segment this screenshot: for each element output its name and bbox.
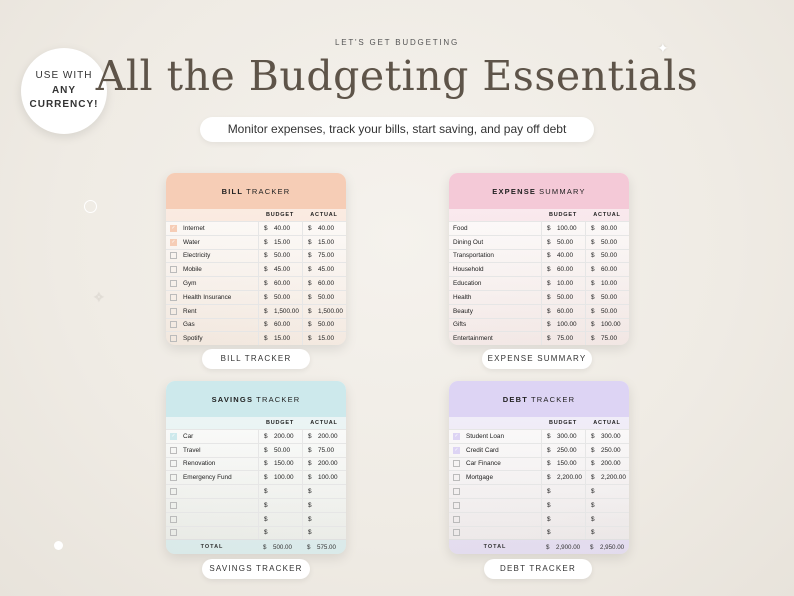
table-row — [449, 221, 629, 235]
row-budget-value: 40.00 — [557, 252, 573, 260]
row-actual-value: 60.00 — [318, 280, 334, 288]
currency-symbol: $ — [308, 474, 312, 482]
currency-symbol: $ — [308, 321, 312, 329]
currency-symbol: $ — [308, 252, 312, 260]
table-row — [166, 443, 346, 457]
currency-symbol: $ — [547, 460, 551, 468]
card-title-rest: TRACKER — [256, 394, 301, 404]
currency-symbol: $ — [591, 515, 595, 523]
row-label: Dining Out — [453, 238, 484, 246]
row-budget-value: 50.00 — [557, 238, 573, 246]
currency-symbol: $ — [591, 460, 595, 468]
row-actual-value: 200.00 — [318, 460, 338, 468]
row-budget-value: 40.00 — [274, 224, 290, 232]
row-checkbox[interactable] — [453, 502, 460, 509]
currency-symbol: $ — [308, 501, 312, 509]
currency-symbol: $ — [591, 501, 595, 509]
currency-symbol: $ — [308, 515, 312, 523]
row-checkbox[interactable] — [170, 321, 177, 328]
badge-line-3: CURRENCY! — [29, 99, 99, 111]
currency-symbol: $ — [547, 529, 551, 537]
row-actual-value: 50.00 — [601, 293, 617, 301]
row-actual-value: 2,200.00 — [601, 474, 626, 482]
row-checkbox[interactable] — [170, 294, 177, 301]
currency-symbol: $ — [308, 293, 312, 301]
row-actual-value: 100.00 — [318, 474, 338, 482]
currency-symbol: $ — [264, 321, 268, 329]
row-budget-value: 300.00 — [557, 432, 577, 440]
currency-symbol: $ — [264, 293, 268, 301]
row-checkbox[interactable]: ✓ — [171, 238, 176, 245]
currency-symbol: $ — [591, 432, 595, 440]
card-header — [166, 173, 346, 209]
row-label: Health Insurance — [183, 293, 232, 301]
row-label: Transportation — [453, 252, 494, 260]
table-row — [166, 429, 346, 443]
card-title-bold: BILL — [221, 186, 244, 196]
total-row: TOTAL $ 500.00 $ 575.00 — [166, 539, 346, 554]
table-row — [166, 318, 346, 332]
card-title-rest: TRACKER — [246, 186, 291, 196]
table-rows — [449, 221, 629, 345]
currency-symbol: $ — [308, 335, 312, 343]
currency-symbol: $ — [591, 293, 595, 301]
card-title-bold: SAVINGS — [211, 394, 254, 404]
row-checkbox[interactable]: ✓ — [454, 446, 459, 453]
row-checkbox[interactable] — [170, 516, 177, 523]
table-row — [449, 249, 629, 263]
savings-tracker-pill: SAVINGS TRACKER — [202, 559, 310, 579]
row-budget-value: 150.00 — [274, 460, 294, 468]
total-label: TOTAL — [200, 544, 224, 551]
row-checkbox[interactable] — [170, 252, 177, 259]
debt-tracker-card — [449, 381, 629, 554]
row-label: Car — [183, 432, 194, 440]
row-actual-value: 300.00 — [601, 432, 621, 440]
column-headers — [449, 209, 629, 221]
currency-symbol: $ — [547, 293, 551, 301]
currency-symbol: $ — [308, 266, 312, 274]
row-checkbox[interactable] — [170, 280, 177, 287]
currency-symbol: $ — [308, 488, 312, 496]
row-checkbox[interactable] — [453, 474, 460, 481]
row-label: Renovation — [183, 460, 216, 468]
row-budget-value: 100.00 — [557, 321, 577, 329]
row-budget-value: 75.00 — [557, 335, 573, 343]
currency-symbol: $ — [591, 307, 595, 315]
row-budget-value: 250.00 — [557, 446, 577, 454]
currency-symbol: $ — [264, 460, 268, 468]
row-actual-value: 75.00 — [318, 252, 334, 260]
currency-symbol: $ — [308, 307, 312, 315]
row-checkbox[interactable] — [170, 266, 177, 273]
row-actual-value: 40.00 — [318, 224, 334, 232]
currency-symbol: $ — [591, 224, 595, 232]
row-actual-value: 50.00 — [601, 252, 617, 260]
row-checkbox[interactable] — [453, 488, 460, 495]
card-header — [166, 381, 346, 417]
row-checkbox[interactable] — [170, 335, 177, 342]
table-row — [449, 484, 629, 498]
column-headers — [166, 209, 346, 221]
row-label: Mobile — [183, 266, 202, 274]
budget-column-header: BUDGET — [548, 212, 578, 218]
sparkle-icon: ✦ — [657, 40, 669, 56]
table-row — [449, 526, 629, 540]
bill-tracker-card — [166, 173, 346, 345]
actual-column-header: ACTUAL — [310, 212, 338, 218]
row-budget-value: 15.00 — [274, 335, 290, 343]
currency-symbol: $ — [264, 307, 268, 315]
row-actual-value: 200.00 — [318, 432, 338, 440]
currency-symbol: $ — [264, 280, 268, 288]
total-row: TOTAL $ 2,900.00 $ 2,950.00 — [449, 539, 629, 554]
table-row — [449, 470, 629, 484]
total-actual: 2,950.00 — [600, 543, 625, 551]
row-actual-value: 250.00 — [601, 446, 621, 454]
row-actual-value: 50.00 — [601, 238, 617, 246]
row-budget-value: 60.00 — [557, 266, 573, 274]
currency-symbol: $ — [547, 432, 551, 440]
row-actual-value: 15.00 — [318, 238, 334, 246]
row-label: Internet — [183, 224, 205, 232]
row-budget-value: 50.00 — [274, 293, 290, 301]
currency-symbol: $ — [591, 474, 595, 482]
row-label: Health — [453, 293, 472, 301]
currency-symbol: $ — [547, 224, 551, 232]
currency-symbol: $ — [308, 460, 312, 468]
table-row — [449, 235, 629, 249]
row-actual-value: 1,500.00 — [318, 307, 343, 315]
badge-line-1: USE WITH — [35, 70, 93, 82]
row-budget-value: 1,500.00 — [274, 307, 299, 315]
currency-symbol: $ — [264, 501, 268, 509]
currency-symbol: $ — [547, 488, 551, 496]
currency-symbol: $ — [264, 224, 268, 232]
total-actual: 575.00 — [317, 543, 336, 551]
currency-symbol: $ — [264, 266, 268, 274]
table-row — [166, 290, 346, 304]
row-checkbox[interactable] — [170, 502, 177, 509]
table-row — [449, 429, 629, 443]
currency-symbol: $ — [547, 515, 551, 523]
row-budget-value: 200.00 — [274, 432, 294, 440]
badge-line-2: ANY — [51, 84, 77, 96]
currency-symbol: $ — [591, 238, 595, 246]
currency-symbol: $ — [591, 529, 595, 537]
currency-symbol: $ — [591, 252, 595, 260]
expense-summary-card — [449, 173, 629, 345]
row-label: Food — [453, 224, 468, 232]
row-label: Car Finance — [466, 460, 501, 468]
row-checkbox[interactable] — [170, 460, 177, 467]
currency-symbol: $ — [308, 446, 312, 454]
table-row — [166, 276, 346, 290]
row-checkbox[interactable]: ✓ — [171, 432, 176, 439]
budget-column-header: BUDGET — [548, 420, 578, 426]
row-budget-value: 150.00 — [557, 460, 577, 468]
table-row — [166, 526, 346, 540]
table-row — [449, 443, 629, 457]
currency-symbol: $ — [308, 224, 312, 232]
row-label: Gifts — [453, 321, 467, 329]
row-checkbox[interactable] — [170, 474, 177, 481]
currency-symbol: $ — [308, 432, 312, 440]
table-row — [449, 318, 629, 332]
table-row — [449, 304, 629, 318]
currency-symbol: $ — [591, 266, 595, 274]
row-actual-value: 50.00 — [601, 307, 617, 315]
row-checkbox[interactable] — [170, 488, 177, 495]
table-row — [166, 235, 346, 249]
table-rows — [166, 221, 346, 345]
table-row — [449, 331, 629, 345]
row-actual-value: 50.00 — [318, 293, 334, 301]
actual-column-header: ACTUAL — [310, 420, 338, 426]
row-label: Credit Card — [466, 446, 499, 454]
currency-symbol: $ — [264, 474, 268, 482]
currency-symbol: $ — [264, 252, 268, 260]
row-actual-value: 75.00 — [601, 335, 617, 343]
row-label: Spotify — [183, 335, 203, 343]
currency-symbol: $ — [547, 307, 551, 315]
currency-symbol: $ — [547, 501, 551, 509]
table-rows — [166, 429, 346, 539]
actual-column-header: ACTUAL — [593, 212, 621, 218]
debt-tracker-pill: DEBT TRACKER — [484, 559, 592, 579]
table-row — [449, 512, 629, 526]
table-row — [166, 221, 346, 235]
row-label: Travel — [183, 446, 201, 454]
currency-symbol: $ — [591, 321, 595, 329]
currency-symbol: $ — [591, 280, 595, 288]
row-budget-value: 10.00 — [557, 280, 573, 288]
row-label: Household — [453, 266, 484, 274]
row-actual-value: 10.00 — [601, 280, 617, 288]
table-row — [166, 262, 346, 276]
row-actual-value: 60.00 — [601, 266, 617, 274]
budget-column-header: BUDGET — [265, 420, 295, 426]
table-row — [166, 484, 346, 498]
expense-summary-pill: EXPENSE SUMMARY — [482, 349, 592, 369]
currency-symbol: $ — [547, 266, 551, 274]
currency-symbol: $ — [264, 515, 268, 523]
card-header — [449, 173, 629, 209]
row-checkbox[interactable]: ✓ — [171, 224, 176, 231]
actual-column-header: ACTUAL — [593, 420, 621, 426]
total-budget: 2,900.00 — [556, 543, 581, 551]
page-title: All the Budgeting Essentials — [95, 52, 699, 100]
row-actual-value: 15.00 — [318, 335, 334, 343]
card-title-rest: TRACKER — [530, 394, 576, 404]
row-label: Gas — [183, 321, 195, 329]
table-row — [449, 276, 629, 290]
row-label: Student Loan — [466, 432, 505, 440]
currency-symbol: $ — [547, 252, 551, 260]
row-checkbox[interactable] — [170, 529, 177, 536]
currency-symbol: $ — [547, 446, 551, 454]
row-label: Education — [453, 280, 482, 288]
row-checkbox[interactable] — [453, 516, 460, 523]
table-row — [166, 512, 346, 526]
row-label: Emergency Fund — [183, 474, 232, 482]
currency-symbol: $ — [308, 238, 312, 246]
bill-tracker-pill: BILL TRACKER — [202, 349, 310, 369]
table-row — [449, 457, 629, 471]
row-checkbox[interactable] — [170, 308, 177, 315]
column-headers — [449, 417, 629, 429]
ring-decoration — [84, 200, 97, 213]
table-row — [449, 290, 629, 304]
currency-symbol: $ — [308, 529, 312, 537]
row-actual-value: 80.00 — [601, 224, 617, 232]
row-actual-value: 100.00 — [601, 321, 621, 329]
row-budget-value: 50.00 — [274, 252, 290, 260]
row-label: Gym — [183, 280, 197, 288]
table-row — [449, 262, 629, 276]
row-budget-value: 60.00 — [274, 280, 290, 288]
card-title-rest: SUMMARY — [539, 186, 586, 196]
currency-symbol: $ — [547, 280, 551, 288]
currency-symbol: $ — [591, 488, 595, 496]
row-budget-value: 2,200.00 — [557, 474, 582, 482]
row-checkbox[interactable]: ✓ — [454, 432, 459, 439]
currency-symbol: $ — [264, 432, 268, 440]
row-actual-value: 200.00 — [601, 460, 621, 468]
row-label: Beauty — [453, 307, 473, 315]
row-budget-value: 60.00 — [274, 321, 290, 329]
card-title-bold: EXPENSE — [492, 186, 537, 196]
budget-column-header: BUDGET — [265, 212, 295, 218]
currency-symbol: $ — [264, 488, 268, 496]
currency-symbol: $ — [264, 529, 268, 537]
row-actual-value: 45.00 — [318, 266, 334, 274]
row-label: Electricity — [183, 252, 211, 260]
row-budget-value: 60.00 — [557, 307, 573, 315]
savings-tracker-card — [166, 381, 346, 554]
currency-symbol: $ — [264, 446, 268, 454]
row-label: Water — [183, 238, 200, 246]
currency-symbol: $ — [547, 335, 551, 343]
row-budget-value: 50.00 — [274, 446, 290, 454]
row-budget-value: 45.00 — [274, 266, 290, 274]
total-budget: 500.00 — [273, 543, 292, 551]
row-budget-value: 100.00 — [274, 474, 294, 482]
currency-symbol: $ — [264, 238, 268, 246]
row-budget-value: 15.00 — [274, 238, 290, 246]
table-row — [166, 304, 346, 318]
row-label: Mortgage — [466, 474, 493, 482]
row-budget-value: 100.00 — [557, 224, 577, 232]
row-label: Rent — [183, 307, 197, 315]
row-checkbox[interactable] — [453, 529, 460, 536]
row-actual-value: 50.00 — [318, 321, 334, 329]
row-actual-value: 75.00 — [318, 446, 334, 454]
card-title-bold: DEBT — [502, 394, 528, 404]
table-row — [166, 331, 346, 345]
table-row — [449, 498, 629, 512]
sparkle-icon: ✧ — [93, 289, 105, 305]
dot-decoration — [54, 541, 63, 550]
currency-symbol: $ — [591, 446, 595, 454]
currency-symbol: $ — [547, 474, 551, 482]
currency-symbol: $ — [264, 335, 268, 343]
row-label: Entertainment — [453, 335, 493, 343]
column-headers — [166, 417, 346, 429]
table-row — [166, 470, 346, 484]
row-budget-value: 50.00 — [557, 293, 573, 301]
subtitle-pill: Monitor expenses, track your bills, start saving, and pay off debt — [200, 117, 594, 142]
table-row — [166, 457, 346, 471]
currency-symbol: $ — [547, 321, 551, 329]
table-row — [166, 498, 346, 512]
table-row — [166, 249, 346, 263]
currency-symbol: $ — [547, 238, 551, 246]
table-rows — [449, 429, 629, 539]
currency-symbol: $ — [591, 335, 595, 343]
row-checkbox[interactable] — [170, 447, 177, 454]
kicker-text: LET'S GET BUDGETING — [334, 38, 460, 47]
currency-symbol: $ — [308, 280, 312, 288]
row-checkbox[interactable] — [453, 460, 460, 467]
card-header — [449, 381, 629, 417]
total-label: TOTAL — [483, 544, 507, 551]
